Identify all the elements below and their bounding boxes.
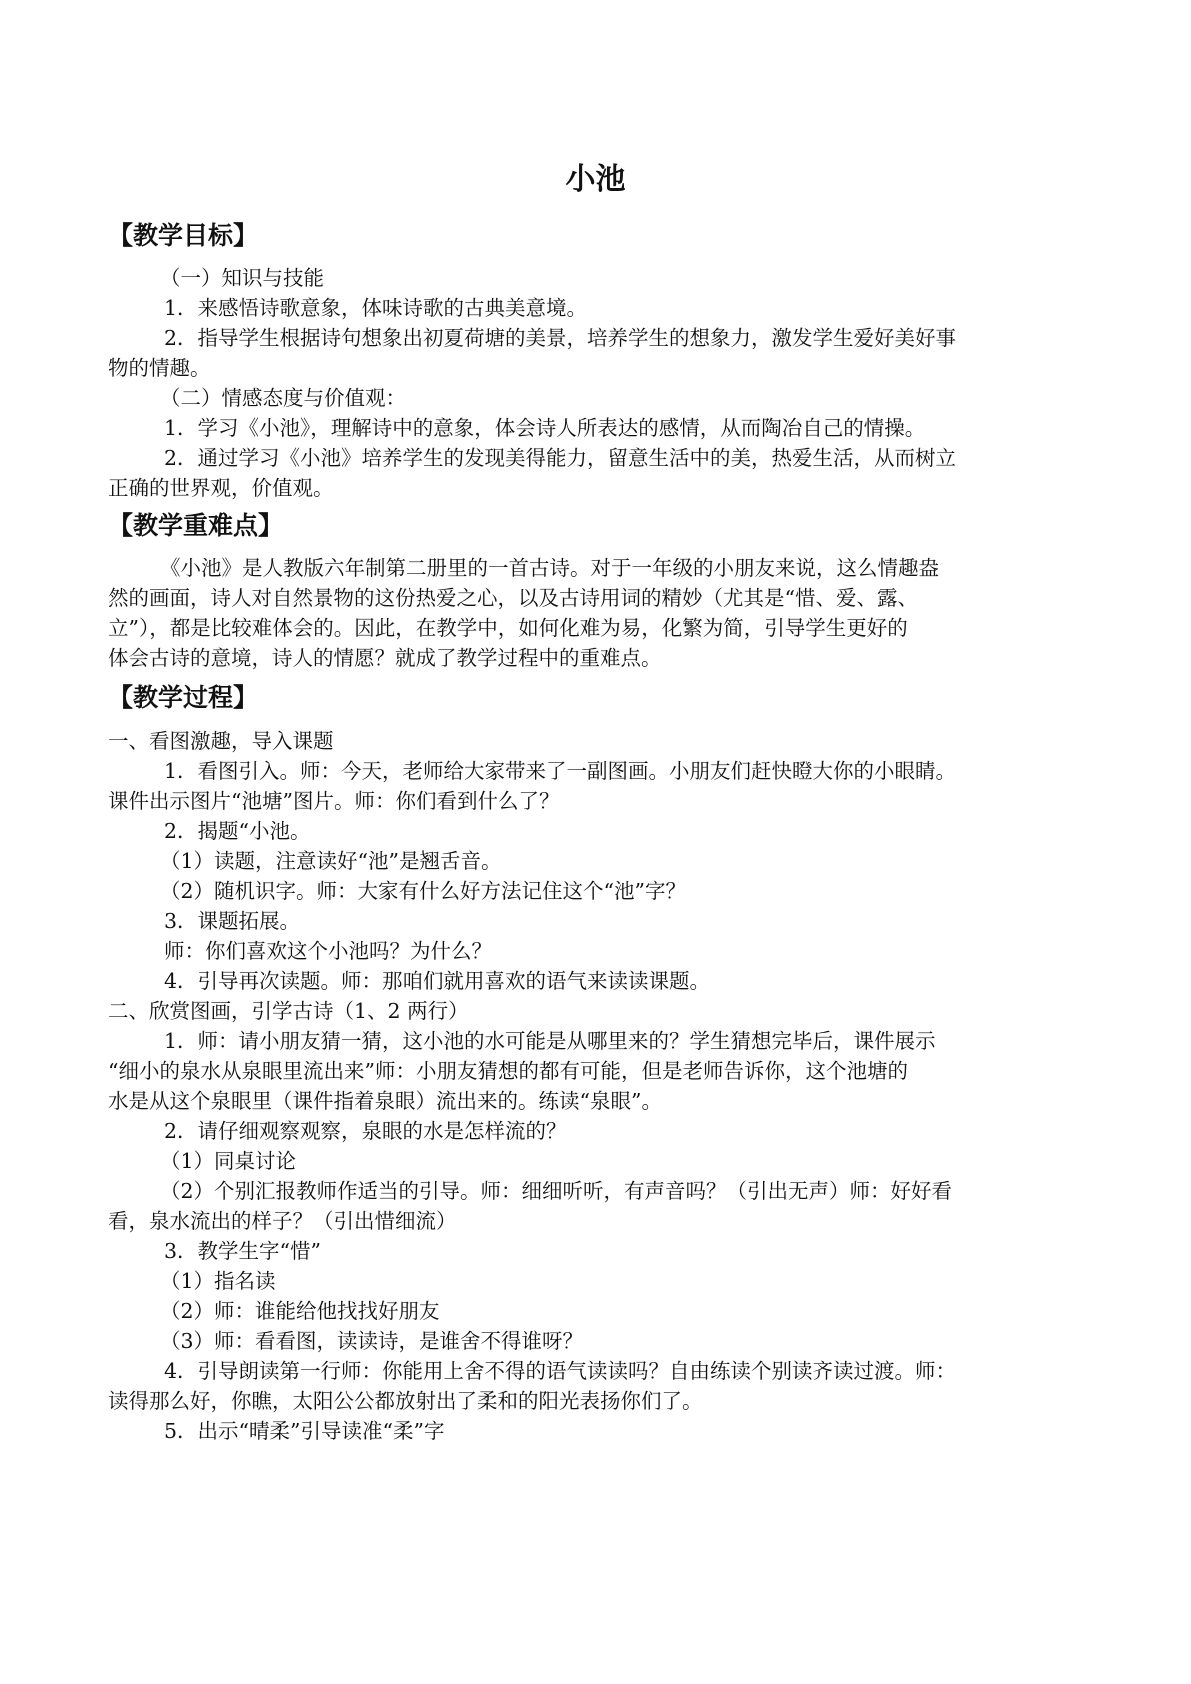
document-title: 小池 [565,162,626,197]
paragraph-line: 二、欣赏图画，引学古诗（1、2 两行） [108,999,469,1023]
paragraph-line: （2）个别汇报教师作适当的引导。师：细细听听，有声音吗？（引出无声）师：好好看 [160,1179,953,1203]
paragraph-line: 然的画面，诗人对自然景物的这份热爱之心，以及古诗用词的精妙（尤其是“惜、爱、露、 [108,586,918,610]
section-heading-objectives: 【教学目标】 [108,221,259,250]
paragraph-line: 1．来感悟诗歌意象，体味诗歌的古典美意境。 [164,296,588,320]
paragraph-line: （一）知识与技能 [160,266,324,290]
paragraph-line: 《小池》是人教版六年制第二册里的一首古诗。对于一年级的小朋友来说，这么情趣盎 [160,556,939,580]
paragraph-line: 5．出示“晴柔”引导读准“柔”字 [164,1419,445,1443]
paragraph-line: （1）读题，注意读好“池”是翘舌音。 [160,849,502,873]
section-heading-key-points: 【教学重难点】 [108,511,284,540]
paragraph-line: 4．引导再次读题。师：那咱们就用喜欢的语气来读读课题。 [164,969,711,993]
paragraph-line: （1）同桌讨论 [160,1149,297,1173]
paragraph-line: （2）师：谁能给他找找好朋友 [160,1299,440,1323]
paragraph-line: 2．指导学生根据诗句想象出初夏荷塘的美景，培养学生的想象力，激发学生爱好美好事 [164,326,957,350]
paragraph-line: 3．课题拓展。 [164,909,301,933]
paragraph-line: 体会古诗的意境，诗人的情愿？就成了教学过程中的重难点。 [108,646,662,670]
paragraph-line: （2）随机识字。师：大家有什么好方法记住这个“池”字？ [160,879,687,903]
paragraph-line: 2．通过学习《小池》培养学生的发现美得能力，留意生活中的美，热爱生活，从而树立 [164,446,957,470]
paragraph-line: 立”），都是比较难体会的。因此，在教学中，如何化难为易，化繁为简，引导学生更好的 [108,616,908,640]
paragraph-line: 水是从这个泉眼里（课件指着泉眼）流出来的。练读“泉眼”。 [108,1089,662,1113]
paragraph-line: 物的情趣。 [108,356,211,380]
paragraph-line: 师：你们喜欢这个小池吗？为什么？ [164,939,492,963]
paragraph-line: 课件出示图片“池塘”图片。师：你们看到什么了？ [108,789,560,813]
paragraph-line: 读得那么好，你瞧，太阳公公都放射出了柔和的阳光表扬你们了。 [108,1389,703,1413]
paragraph-line: （3）师：看看图，读读诗，是谁舍不得谁呀？ [160,1329,584,1353]
paragraph-line: 2．请仔细观察观察，泉眼的水是怎样流的？ [164,1119,567,1143]
paragraph-line: 2．揭题“小池。 [164,819,311,843]
paragraph-line: 4．引导朗读第一行师：你能用上舍不得的语气读读吗？自由练读个别读齐读过渡。师： [164,1359,957,1383]
paragraph-line: “细小的泉水从泉眼里流出来”师：小朋友猜想的都有可能，但是老师告诉你，这个池塘的 [108,1059,908,1083]
section-heading-process: 【教学过程】 [108,683,259,712]
paragraph-line: 1．学习《小池》，理解诗中的意象，体会诗人所表达的感情，从而陶冶自己的情操。 [164,416,926,440]
paragraph-line: 一、看图激趣，导入课题 [108,729,334,753]
paragraph-line: 1．师：请小朋友猜一猜，这小池的水可能是从哪里来的？学生猜想完毕后，课件展示 [164,1029,936,1053]
paragraph-line: 3．教学生字“惜” [164,1239,322,1263]
paragraph-line: 看，泉水流出的样子？（引出惜细流） [108,1209,457,1233]
paragraph-line: （1）指名读 [160,1269,276,1293]
paragraph-line: （二）情感态度与价值观： [160,386,406,410]
paragraph-line: 1．看图引入。师：今天，老师给大家带来了一副图画。小朋友们赶快瞪大你的小眼睛。 [164,759,957,783]
paragraph-line: 正确的世界观，价值观。 [108,476,334,500]
